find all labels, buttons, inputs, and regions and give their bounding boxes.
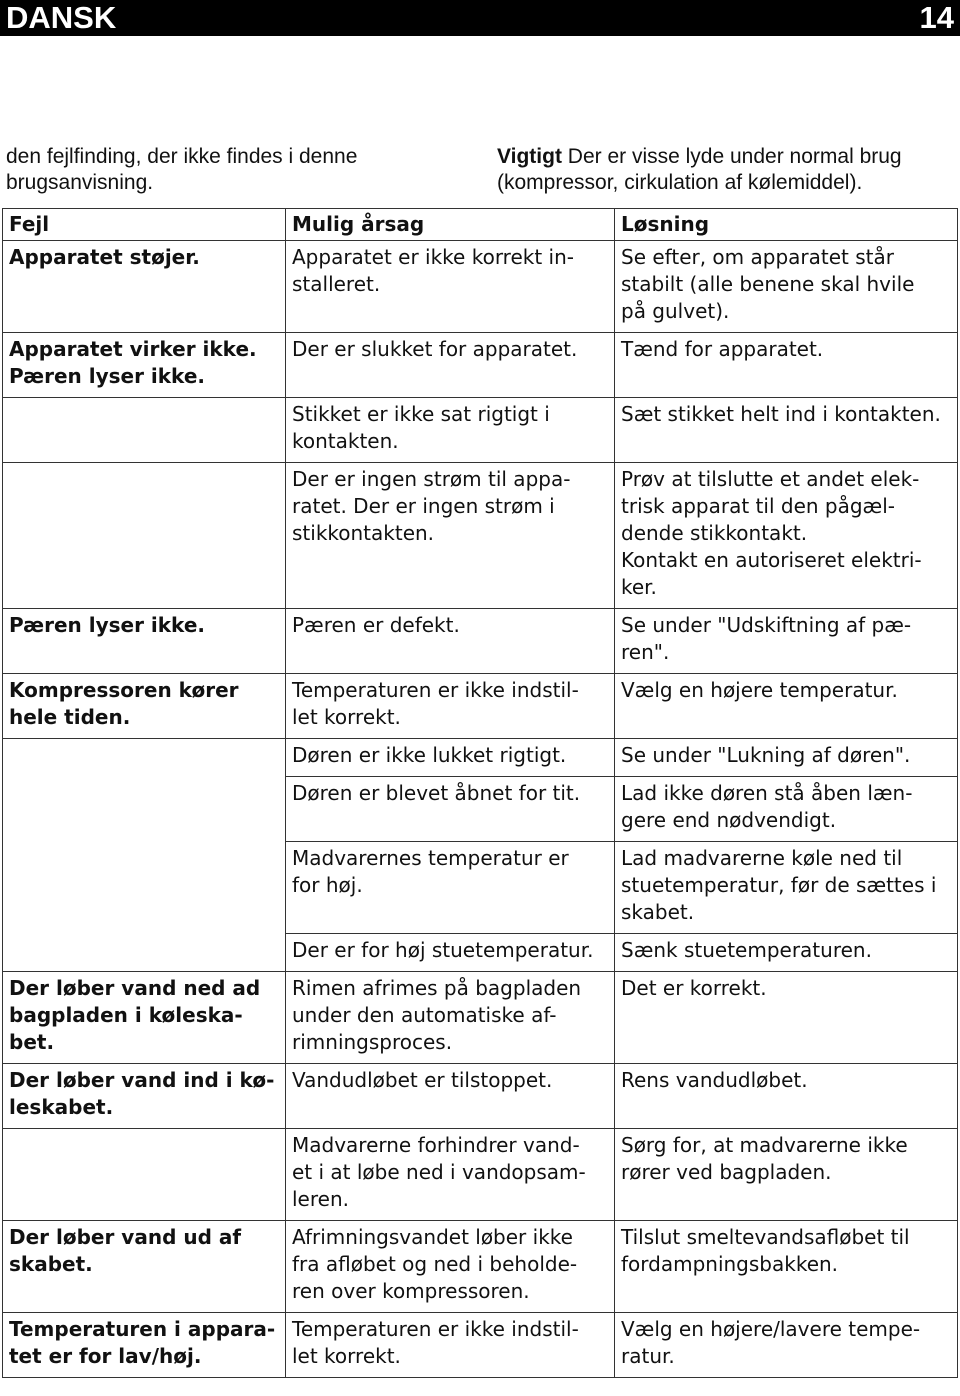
solution-cell: Sæt stikket helt ind i kontakten. [615, 398, 958, 463]
fault-cell [3, 398, 286, 463]
table-row [3, 1064, 958, 1129]
solution-cell: Vælg en højere temperatur. [615, 674, 958, 739]
table-row [3, 674, 958, 739]
solution-cell: Rens vandudløbet. [615, 1064, 958, 1129]
table-row [3, 1313, 958, 1378]
solution-cell: Det er korrekt. [615, 972, 958, 1064]
language-label: DANSK [6, 0, 117, 35]
intro-right-body: Der er visse lyde under normal brug (kompressor, cirkulation af kølemiddel). [497, 145, 902, 194]
cause-cell: Døren er blevet åbnet for tit. [286, 777, 615, 842]
cause-cell: Afrimningsvandet løber ikke fra afløbet og ned i beholde- ren over kompressoren. [286, 1221, 615, 1313]
table-row [3, 1129, 958, 1221]
header-solution: Løsning [615, 209, 958, 241]
fault-cell: Apparatet støjer. [3, 241, 286, 333]
cause-cell: Pæren er defekt. [286, 609, 615, 674]
solution-cell: Prøv at tilslutte et andet elek- trisk apparat til den pågæl- dende stikkontakt. Kontakt en autoriseret elektri- ker. [615, 463, 958, 609]
solution-cell: Lad madvarerne køle ned til stuetemperatur, før de sættes i skabet. [615, 842, 958, 934]
fault-cell [3, 739, 286, 972]
solution-cell: Se under "Lukning af døren". [615, 739, 958, 777]
solution-cell: Se under "Udskiftning af pæ- ren". [615, 609, 958, 674]
cause-cell: Madvarerne forhindrer vand- et i at løbe ned i vandopsam- leren. [286, 1129, 615, 1221]
fault-cell: Apparatet virker ikke. Pæren lyser ikke. [3, 333, 286, 398]
table-row [3, 739, 958, 777]
fault-cell: Temperaturen i appara- tet er for lav/høj. [3, 1313, 286, 1378]
cause-cell: Madvarernes temperatur er for høj. [286, 842, 615, 934]
table-row [3, 333, 958, 398]
table-row [3, 972, 958, 1064]
fault-cell [3, 1129, 286, 1221]
cause-cell: Rimen afrimes på bagpladen under den automatiske af- rimningsproces. [286, 972, 615, 1064]
cause-cell: Døren er ikke lukket rigtigt. [286, 739, 615, 777]
header-fault: Fejl [3, 209, 286, 241]
solution-cell: Sænk stuetemperaturen. [615, 934, 958, 972]
fault-cell: Der løber vand ind i kø- leskabet. [3, 1064, 286, 1129]
cause-cell: Der er slukket for apparatet. [286, 333, 615, 398]
solution-cell: Vælg en højere/lavere tempe- ratur. [615, 1313, 958, 1378]
page-header [0, 0, 960, 36]
cause-cell: Apparatet er ikke korrekt in- stalleret. [286, 241, 615, 333]
cause-cell: Stikket er ikke sat rigtigt i kontakten. [286, 398, 615, 463]
troubleshooting-table [2, 208, 958, 1378]
fault-cell: Kompressoren kører hele tiden. [3, 674, 286, 739]
cause-cell: Temperaturen er ikke indstil- let korrekt. [286, 674, 615, 739]
table-header-row [3, 209, 958, 241]
cause-cell: Vandudløbet er tilstoppet. [286, 1064, 615, 1129]
intro-left-text [6, 144, 476, 196]
intro-right-text [497, 144, 957, 196]
cause-cell: Der er for høj stuetemperatur. [286, 934, 615, 972]
fault-cell [3, 463, 286, 609]
fault-cell: Der løber vand ned ad bagpladen i køleska- bet. [3, 972, 286, 1064]
fault-cell: Der løber vand ud af skabet. [3, 1221, 286, 1313]
solution-cell: Se efter, om apparatet står stabilt (alle benene skal hvile på gulvet). [615, 241, 958, 333]
table-row [3, 398, 958, 463]
solution-cell: Tænd for apparatet. [615, 333, 958, 398]
solution-cell: Sørg for, at madvarerne ikke rører ved bagpladen. [615, 1129, 958, 1221]
intro-left-body: den fejlfinding, der ikke findes i denne brugsanvisning. [6, 145, 358, 194]
solution-cell: Lad ikke døren stå åben læn- gere end nødvendigt. [615, 777, 958, 842]
table-body [3, 241, 958, 1378]
cause-cell: Der er ingen strøm til appa- ratet. Der er ingen strøm i stikkontakten. [286, 463, 615, 609]
table-row [3, 609, 958, 674]
page-number: 14 [919, 0, 954, 35]
table-row [3, 463, 958, 609]
solution-cell: Tilslut smeltevandsafløbet til fordampningsbakken. [615, 1221, 958, 1313]
cause-cell: Temperaturen er ikke indstil- let korrekt. [286, 1313, 615, 1378]
table-row [3, 1221, 958, 1313]
table-row [3, 241, 958, 333]
important-label: Vigtigt [497, 145, 562, 168]
fault-cell: Pæren lyser ikke. [3, 609, 286, 674]
header-cause: Mulig årsag [286, 209, 615, 241]
